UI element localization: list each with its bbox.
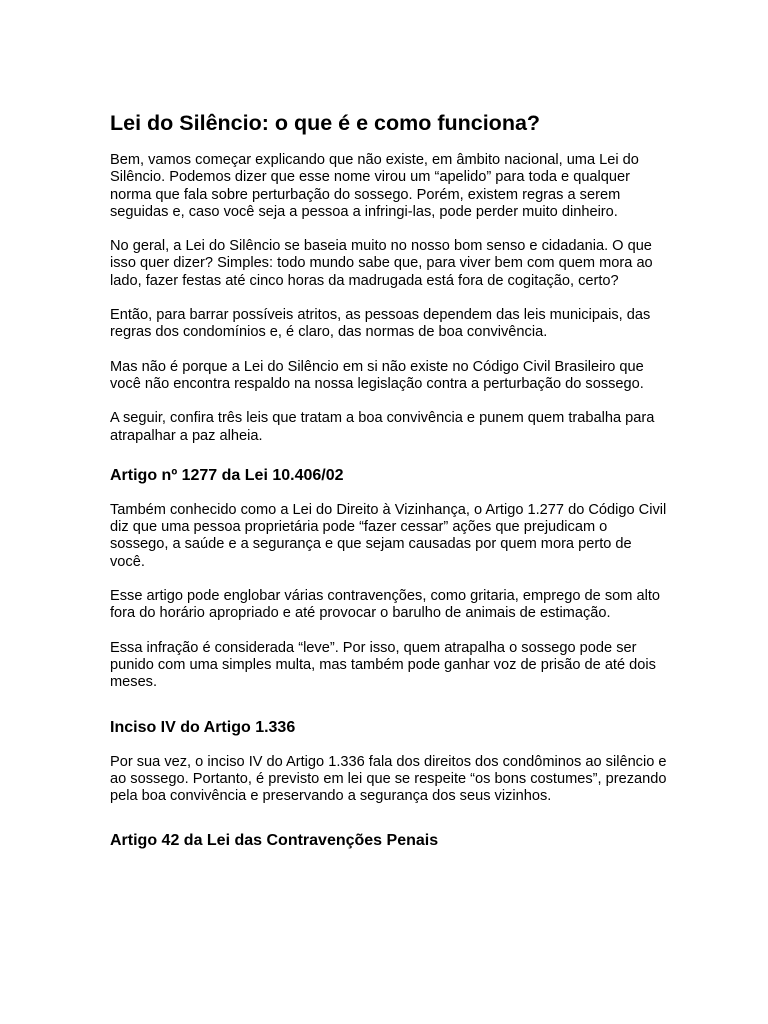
section-1-paragraph-3: Essa infração é considerada “leve”. Por isso, quem atrapalha o sossego pode ser punido com uma simples multa, mas também pode ganhar voz de prisão de até dois meses. (110, 639, 656, 691)
intro-paragraph-1: Bem, vamos começar explicando que não existe, em âmbito nacional, uma Lei do Silêncio. Podemos dizer que esse nome virou um “apelido” para toda e qualquer norma que fala sobre perturbação do sossego. Porém, existem regras a serem seguidas e, caso você seja a pessoa a infringi-las, pode perder muito dinheiro. (110, 152, 639, 220)
section-heading-artigo-1277: Artigo nº 1277 da Lei 10.406/02 (110, 466, 344, 484)
intro-paragraph-4: Mas não é porque a Lei do Silêncio em si não existe no Código Civil Brasileiro que você não encontra respaldo na nossa legislação contra a perturbação do sossego. (110, 358, 644, 392)
section-heading-inciso-iv: Inciso IV do Artigo 1.336 (110, 718, 296, 736)
section-1-paragraph-2: Esse artigo pode englobar várias contravenções, como gritaria, emprego de som alto fora do horário apropriado e até provocar o barulho de animais de estimação. (110, 588, 660, 622)
document-title: Lei do Silêncio: o que é e como funciona? (110, 111, 541, 135)
section-2-paragraph-1: Por sua vez, o inciso IV do Artigo 1.336 fala dos direitos dos condôminos ao silêncio e ao sossego. Portanto, é previsto em lei que se respeite “os bons costumes”, prezando pela boa convivência e preservando a segurança dos seus vizinhos. (110, 753, 667, 805)
section-heading-artigo-42: Artigo 42 da Lei das Contravenções Penais (110, 832, 439, 850)
intro-paragraph-5: A seguir, confira três leis que tratam a boa convivência e punem quem trabalha para atrapalhar a paz alheia. (110, 410, 655, 444)
intro-paragraph-3: Então, para barrar possíveis atritos, as pessoas dependem das leis municipais, das regras dos condomínios e, é claro, das normas de boa convivência. (110, 307, 651, 341)
section-1-paragraph-1: Também conhecido como a Lei do Direito à Vizinhança, o Artigo 1.277 do Código Civil diz que uma pessoa proprietária pode “fazer cessar” ações que prejudicam o sossego, a saúde e a segurança e que sejam causadas por quem mora perto de você. (110, 501, 667, 570)
intro-paragraph-2: No geral, a Lei do Silêncio se baseia muito no nosso bom senso e cidadania. O que isso quer dizer? Simples: todo mundo sabe que, para viver bem com quem mora ao lado, fazer festas até cinco horas da madrugada está fora de cogitação, certo? (110, 238, 653, 289)
